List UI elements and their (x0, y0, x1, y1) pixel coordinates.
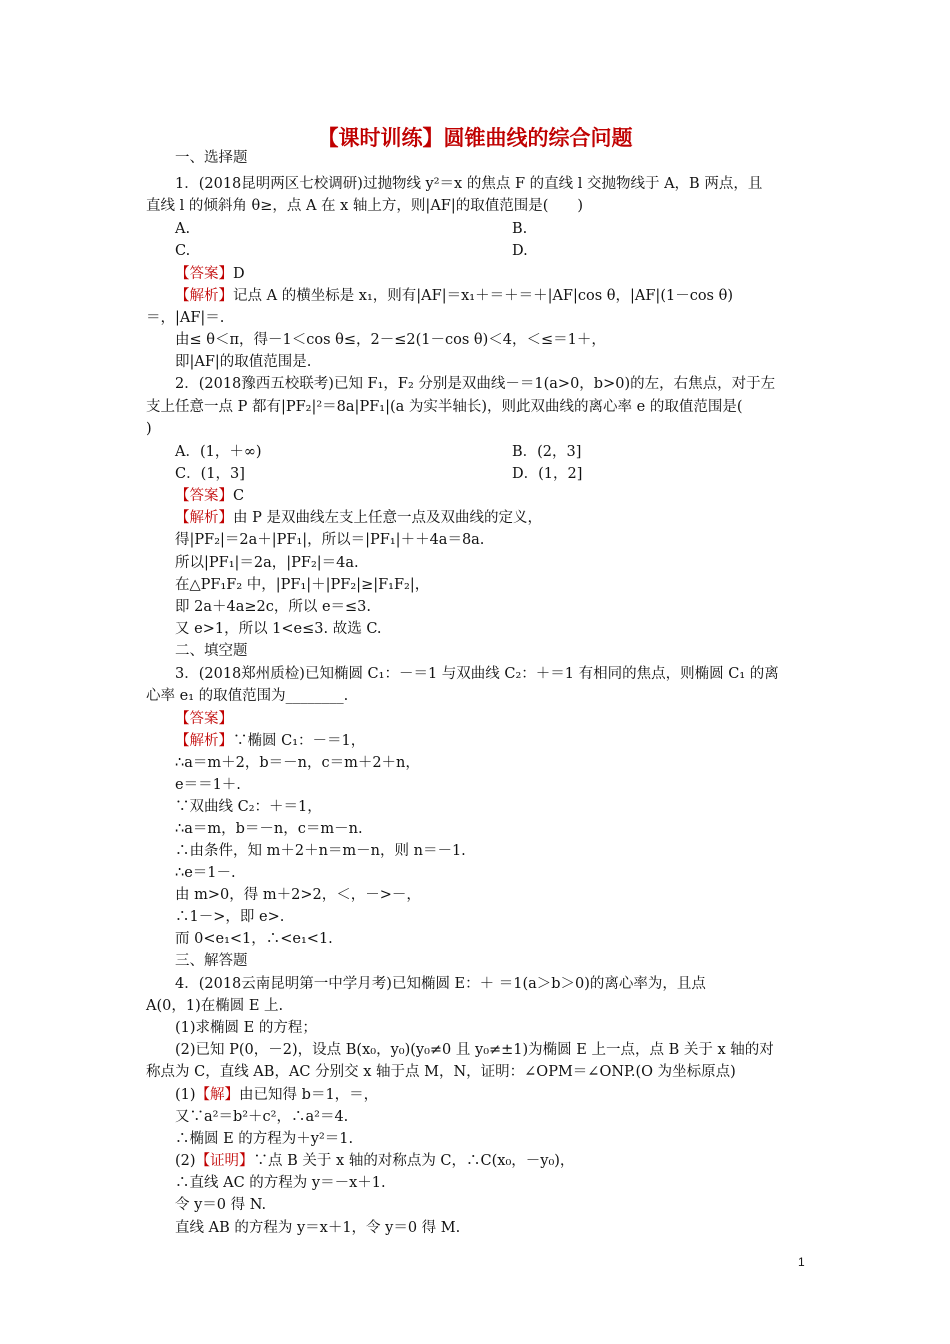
option-a: A. (175, 221, 191, 237)
analysis-text: 即 2a＋4a≥2c，所以 e＝≤3. (175, 599, 372, 615)
option-b: B. (512, 221, 528, 237)
solution-text: ∴椭圆 E 的方程为＋y²＝1. (175, 1131, 354, 1147)
analysis-tag: 【解析】 (175, 510, 233, 526)
proof-text: 令 y＝0 得 N. (175, 1197, 267, 1213)
analysis-text: 而 0<e₁<1，∴<e₁<1. (175, 931, 333, 947)
section-heading: 三、解答题 (175, 953, 248, 969)
option-c: C．(1，3] (175, 466, 245, 482)
question-text: 心率 e₁ 的取值范围为________. (146, 688, 349, 704)
proof-text: 直线 AB 的方程为 y＝x＋1，令 y＝0 得 M. (175, 1220, 461, 1236)
page-number: 1 (798, 1255, 805, 1269)
proof-text: ∵点 B 关于 x 轴的对称点为 C，∴C(x₀，－y₀)， (253, 1153, 575, 1169)
analysis-text: ＝，|AF|＝. (146, 310, 225, 326)
question-text: 支上任意一点 P 都有|PF₂|²＝8a|PF₁|(a 为实半轴长)，则此双曲线的离心率 e 的取值范围是( (146, 399, 743, 415)
page-title: 【课时训练】圆锥曲线的综合问题 (317, 126, 633, 150)
section-heading: 一、选择题 (175, 150, 248, 166)
solution-tag: 【解】 (195, 1087, 240, 1103)
question-text: 4．(2018云南昆明第一中学月考)已知椭圆 E：＋ ＝1(a＞b＞0)的离心率为，且点 (175, 976, 706, 992)
question-text: (2)已知 P(0，－2)，设点 B(x₀，y₀)(y₀≠0 且 y₀≠±1)为椭圆 E 上一点，点 B 关于 x 轴的对 (175, 1042, 774, 1058)
part-label: (1) (175, 1087, 196, 1103)
analysis-line (175, 507, 835, 529)
question-text: 2．(2018豫西五校联考)已知 F₁，F₂ 分别是双曲线－＝1(a>0，b>0)的左，右焦点，对于左 (175, 376, 776, 392)
analysis-text: ∴1－>，即 e>. (175, 909, 285, 925)
answer-line (175, 708, 835, 730)
solution-text: 由已知得 b＝1，＝， (239, 1087, 379, 1103)
section-heading: 二、填空题 (175, 643, 248, 659)
analysis-text: 即|AF|的取值范围是. (175, 354, 312, 370)
question-text: (1)求椭圆 E 的方程； (175, 1020, 317, 1036)
analysis-text: ∴由条件，知 m＋2＋n＝m－n，则 n＝－1. (175, 843, 466, 859)
analysis-line (175, 730, 835, 752)
analysis-text: ∴e＝1－. (175, 865, 236, 881)
analysis-text: 由 P 是双曲线左支上任意一点及双曲线的定义， (233, 510, 542, 526)
answer-value: C (233, 488, 245, 504)
analysis-tag: 【解析】 (175, 288, 233, 304)
option-d: D. (512, 243, 528, 259)
analysis-text: 记点 A 的横坐标是 x₁，则有|AF|＝x₁＋＝＋＝＋|AF|cos θ，|AF|(1－cos θ) (233, 288, 733, 304)
proof-tag: 【证明】 (195, 1153, 254, 1169)
answer-value: D (233, 266, 245, 282)
question-text: 1．(2018昆明两区七校调研)过抛物线 y²＝x 的焦点 F 的直线 l 交抛物线于 A，B 两点，且 (175, 176, 763, 192)
analysis-text: ∵椭圆 C₁：－＝1， (233, 733, 366, 749)
analysis-text: e＝＝1＋. (175, 777, 241, 793)
question-text: 直线 l 的倾斜角 θ≥，点 A 在 x 轴上方，则|AF|的取值范围是( ) (146, 198, 584, 214)
answer-line (175, 485, 835, 507)
analysis-text: 所以|PF₁|＝2a，|PF₂|＝4a. (175, 555, 359, 571)
analysis-text: 在△PF₁F₂ 中，|PF₁|＋|PF₂|≥|F₁F₂|， (175, 577, 430, 593)
answer-line (175, 263, 835, 285)
question-text: 称点为 C，直线 AB，AC 分别交 x 轴于点 M，N，证明：∠OPM＝∠ONP.(O 为坐标原点) (146, 1064, 736, 1080)
analysis-text: 由 m>0，得 m＋2>2，＜，－>－， (175, 887, 421, 903)
answer-tag: 【答案】 (175, 488, 233, 504)
proof-line (175, 1150, 835, 1172)
analysis-line (175, 285, 835, 307)
solution-line (175, 1084, 835, 1106)
analysis-tag: 【解析】 (175, 733, 233, 749)
option-b: B．(2，3] (512, 444, 582, 460)
analysis-text: ∵双曲线 C₂：＋＝1， (175, 799, 322, 815)
question-text: ) (146, 421, 152, 437)
analysis-text: 得|PF₂|＝2a＋|PF₁|，所以＝|PF₁|＋＋4a＝8a. (175, 532, 485, 548)
question-text: 3．(2018郑州质检)已知椭圆 C₁：－＝1 与双曲线 C₂：＋＝1 有相同的焦点，则椭圆 C₁ 的离 (175, 666, 779, 682)
analysis-text: ∴a＝m＋2，b＝－n，c＝m＋2＋n， (175, 755, 420, 771)
option-c: C. (175, 243, 191, 259)
answer-tag: 【答案】 (175, 711, 233, 727)
proof-text: ∴直线 AC 的方程为 y＝－x＋1. (175, 1175, 386, 1191)
analysis-text: 由≤ θ＜π，得－1＜cos θ≤，2－≤2(1－cos θ)＜4，＜≤＝1＋， (175, 332, 606, 348)
analysis-text: ∴a＝m，b＝－n，c＝m－n. (175, 821, 363, 837)
solution-text: 又∵a²＝b²＋c²，∴a²＝4. (175, 1109, 349, 1125)
question-text: A(0，1)在椭圆 E 上. (146, 998, 284, 1014)
option-a: A．(1，＋∞) (175, 444, 262, 460)
analysis-text: 又 e>1，所以 1<e≤3. 故选 C. (175, 621, 382, 637)
part-label: (2) (175, 1153, 196, 1169)
answer-tag: 【答案】 (175, 266, 233, 282)
option-d: D．(1，2] (512, 466, 583, 482)
